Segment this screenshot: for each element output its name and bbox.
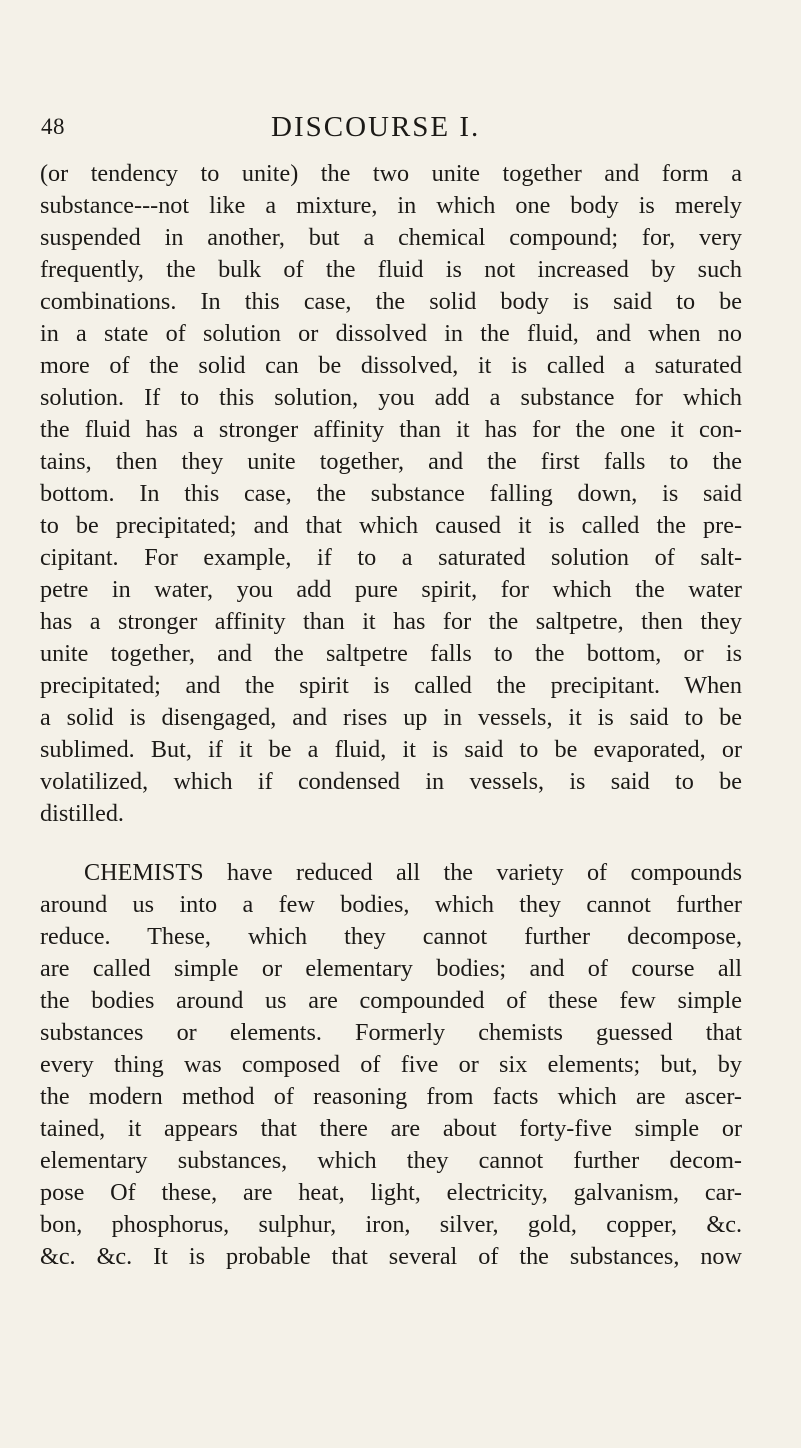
text-line: substances or elements. Formerly chemists guessed that bbox=[40, 1019, 742, 1046]
text-line: reduce. These, which they cannot further decompose, bbox=[40, 923, 742, 950]
page-number: 48 bbox=[41, 114, 65, 139]
text-line: pose Of these, are heat, light, electricity, galvanism, car- bbox=[40, 1179, 742, 1206]
text-line: substance---not like a mixture, in which one body is merely bbox=[40, 192, 742, 219]
text-line: CHEMISTS have reduced all the variety of compounds bbox=[84, 859, 742, 886]
text-line: volatilized, which if condensed in vessels, is said to be bbox=[40, 768, 742, 795]
text-line: tained, it appears that there are about forty-five simple or bbox=[40, 1115, 742, 1142]
text-line: bottom. In this case, the substance falling down, is said bbox=[40, 480, 742, 507]
running-title: DISCOURSE I. bbox=[271, 111, 481, 143]
text-line: distilled. bbox=[40, 800, 124, 827]
text-line: more of the solid can be dissolved, it is called a saturated bbox=[40, 352, 742, 379]
text-line: around us into a few bodies, which they cannot further bbox=[40, 891, 742, 918]
text-line: a solid is disengaged, and rises up in vessels, it is said to be bbox=[40, 704, 742, 731]
text-line: elementary substances, which they cannot further decom- bbox=[40, 1147, 742, 1174]
text-line: combinations. In this case, the solid body is said to be bbox=[40, 288, 742, 315]
text-line: in a state of solution or dissolved in the fluid, and when no bbox=[40, 320, 742, 347]
text-line: (or tendency to unite) the two unite together and form a bbox=[40, 160, 742, 187]
text-line: every thing was composed of five or six elements; but, by bbox=[40, 1051, 742, 1078]
text-line: cipitant. For example, if to a saturated solution of salt- bbox=[40, 544, 742, 571]
text-line: unite together, and the saltpetre falls to the bottom, or is bbox=[40, 640, 742, 667]
text-line: tains, then they unite together, and the first falls to the bbox=[40, 448, 742, 475]
text-line: frequently, the bulk of the fluid is not increased by such bbox=[40, 256, 742, 283]
text-line: precipitated; and the spirit is called the precipitant. When bbox=[40, 672, 742, 699]
text-line: the modern method of reasoning from facts which are ascer- bbox=[40, 1083, 742, 1110]
text-line: solution. If to this solution, you add a substance for which bbox=[40, 384, 742, 411]
text-line: are called simple or elementary bodies; and of course all bbox=[40, 955, 742, 982]
text-line: the bodies around us are compounded of these few simple bbox=[40, 987, 742, 1014]
text-line: to be precipitated; and that which caused it is called the pre- bbox=[40, 512, 742, 539]
text-line: the fluid has a stronger affinity than it has for the one it con- bbox=[40, 416, 742, 443]
text-line: bon, phosphorus, sulphur, iron, silver, gold, copper, &c. bbox=[40, 1211, 742, 1238]
text-line: has a stronger affinity than it has for the saltpetre, then they bbox=[40, 608, 742, 635]
text-line: petre in water, you add pure spirit, for which the water bbox=[40, 576, 742, 603]
text-line: suspended in another, but a chemical compound; for, very bbox=[40, 224, 742, 251]
text-line: sublimed. But, if it be a fluid, it is said to be evaporated, or bbox=[40, 736, 742, 763]
running-head bbox=[41, 111, 741, 154]
text-line: &c. &c. It is probable that several of the substances, now bbox=[40, 1243, 742, 1270]
